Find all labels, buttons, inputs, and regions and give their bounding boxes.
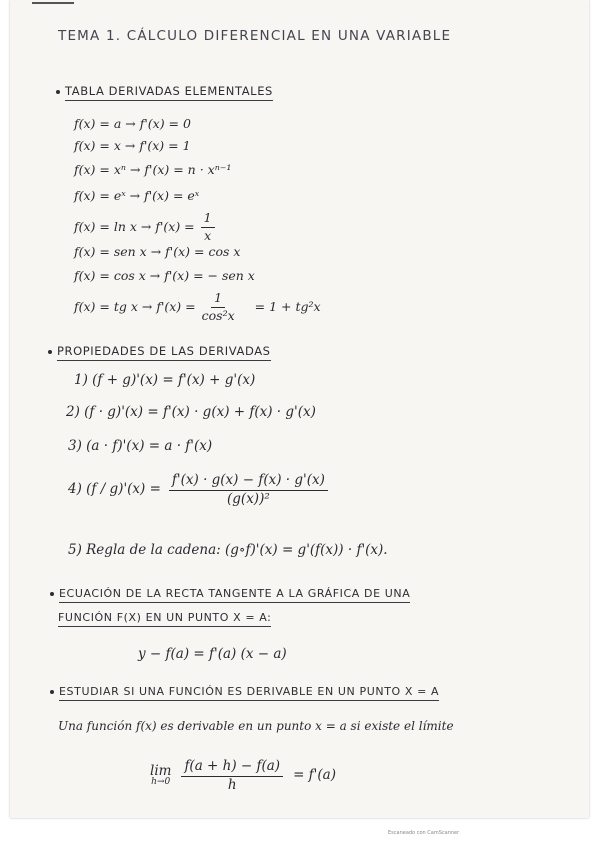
page-title: TEMA 1. CÁLCULO DIFERENCIAL EN UNA VARIABLE xyxy=(58,28,452,44)
property-1: 1) (f + g)'(x) = f'(x) + g'(x) xyxy=(74,372,256,388)
bullet-icon xyxy=(50,592,54,596)
derivative-row-ln xyxy=(74,212,215,242)
heading-text: FUNCIÓN F(X) EN UN PUNTO X = A: xyxy=(58,611,271,627)
fraction-numerator: 1 xyxy=(211,292,225,308)
derivative-row: f(x) = tg x → f'(x) = xyxy=(74,298,196,314)
derivative-row: f(x) = x → f'(x) = 1 xyxy=(74,138,191,153)
bullet-icon xyxy=(48,350,52,354)
section-heading-derivadas xyxy=(56,86,273,98)
notebook-page xyxy=(10,0,589,818)
tangent-formula: y − f(a) = f'(a) (x − a) xyxy=(138,646,287,662)
limit-operator xyxy=(150,762,172,788)
heading-text: ESTUDIAR SI UNA FUNCIÓN ES DERIVABLE EN UN PUNTO X = A xyxy=(59,685,439,701)
section-heading-tangente xyxy=(50,588,410,599)
heading-text: TABLA DERIVADAS ELEMENTALES xyxy=(65,84,273,101)
derivative-row: f(x) = eˣ → f'(x) = eˣ xyxy=(74,188,200,203)
limit-subscript: h→0 xyxy=(151,777,171,788)
fraction-denominator: (g(x))² xyxy=(227,490,270,507)
section-heading-propiedades xyxy=(48,346,271,358)
limit-label: lim xyxy=(150,762,172,779)
section-heading-derivable xyxy=(50,686,439,697)
fraction-numerator: f'(x) · g(x) − f(x) · g'(x) xyxy=(169,474,328,491)
scanner-watermark: Escaneado con CamScanner xyxy=(388,830,460,836)
heading-text: ECUACIÓN DE LA RECTA TANGENTE A LA GRÁFICA DE UNA xyxy=(59,587,410,603)
derivative-row: f(x) = xⁿ → f'(x) = n · xⁿ⁻¹ xyxy=(74,162,232,177)
fraction-denominator: cos²x xyxy=(201,307,235,323)
fraction xyxy=(202,292,235,322)
derivable-text: Una función f(x) es derivable en un punto x = a si existe el límite xyxy=(58,719,454,733)
derivative-row: f(x) = a → f'(x) = 0 xyxy=(74,116,191,131)
heading-text: PROPIEDADES DE LAS DERIVADAS xyxy=(57,344,271,361)
derivative-row: f(x) = sen x → f'(x) = cos x xyxy=(74,244,241,259)
fraction-denominator: h xyxy=(227,776,237,793)
limit-result: = f'(a) xyxy=(293,767,336,784)
fraction xyxy=(181,760,283,792)
fraction-numerator: f(a + h) − f(a) xyxy=(181,760,283,777)
property-4 xyxy=(68,474,328,506)
derivative-row: f(x) = ln x → f'(x) = xyxy=(74,218,195,234)
section-heading-tangente-2 xyxy=(58,612,271,623)
property-4-prefix: 4) (f / g)'(x) = xyxy=(68,481,161,498)
fraction xyxy=(169,474,328,506)
derivative-row: f(x) = cos x → f'(x) = − sen x xyxy=(74,268,255,283)
tg-alternative: = 1 + tg²x xyxy=(254,298,321,314)
property-3: 3) (a · f)'(x) = a · f'(x) xyxy=(68,438,213,454)
fraction-numerator: 1 xyxy=(201,212,215,228)
fraction-denominator: x xyxy=(204,227,212,243)
page-edge-mark xyxy=(32,2,74,4)
property-5: 5) Regla de la cadena: (g∘f)'(x) = g'(f(x)) · f'(x). xyxy=(68,542,388,558)
bullet-icon xyxy=(50,690,54,694)
limit-formula xyxy=(150,760,336,792)
fraction xyxy=(201,212,215,242)
derivative-row-tg xyxy=(74,292,321,322)
property-2: 2) (f · g)'(x) = f'(x) · g(x) + f(x) · g'(x) xyxy=(66,404,316,420)
bullet-icon xyxy=(56,90,60,94)
